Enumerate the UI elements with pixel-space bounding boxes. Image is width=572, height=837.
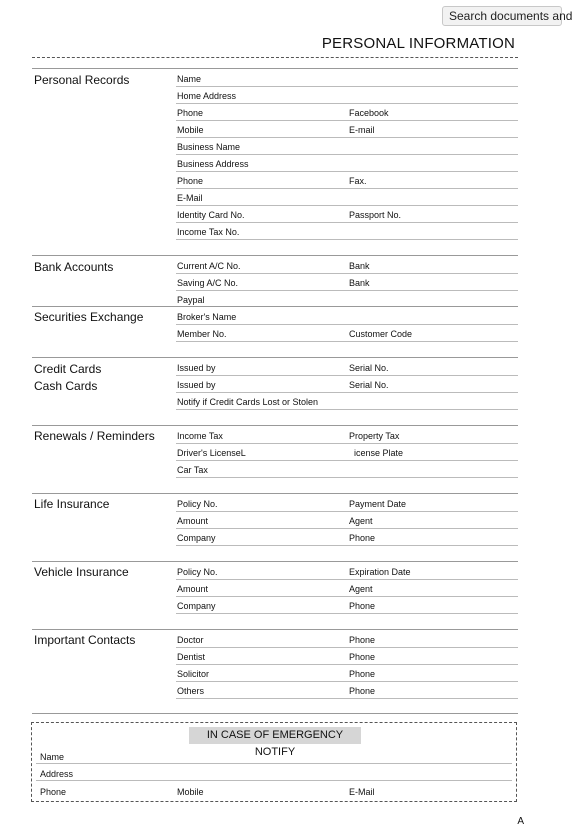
title-divider — [32, 57, 518, 58]
field-member-no-label: Member No. — [177, 329, 227, 339]
section-securities-exchange: Securities Exchange — [34, 310, 144, 324]
section-rule — [32, 493, 518, 494]
search-documents-field[interactable]: Search documents and — [442, 6, 562, 26]
emergency-title: IN CASE OF EMERGENCY NOTIFY — [189, 727, 361, 744]
field-payment-date-label: Payment Date — [349, 499, 407, 509]
field-issued-by-label: Issued by — [177, 363, 216, 373]
section-rule — [32, 713, 518, 714]
field-notify-lost-label: Notify if Credit Cards Lost or Stolen — [177, 397, 319, 407]
field-doctor-label: Doctor — [177, 635, 204, 645]
field-home-address-label: Home Address — [177, 91, 237, 101]
field-bank-label: Bank — [349, 261, 370, 271]
field-line — [176, 596, 518, 597]
field-identity-card-label: Identity Card No. — [177, 210, 245, 220]
field-line — [176, 341, 518, 342]
section-life-insurance: Life Insurance — [34, 497, 110, 511]
field-phone-label: Phone — [349, 601, 376, 611]
field-line — [36, 763, 512, 764]
emergency-email-label: E-Mail — [349, 787, 375, 797]
field-current-ac-label: Current A/C No. — [177, 261, 241, 271]
emergency-address-label: Address — [40, 769, 74, 779]
field-line — [176, 154, 518, 155]
field-business-email-label: E-Mail — [177, 193, 203, 203]
field-brokers-name-label: Broker's Name — [177, 312, 237, 322]
field-solicitor-label: Solicitor — [177, 669, 210, 679]
field-license-plate-label: icense Plate — [354, 448, 404, 458]
field-line — [176, 409, 518, 410]
field-expiration-date-label: Expiration Date — [349, 567, 411, 577]
field-line — [176, 375, 518, 376]
field-line — [176, 137, 518, 138]
field-drivers-license-label: Driver's LicenseL — [177, 448, 246, 458]
section-credit-cards: Credit Cards — [34, 362, 102, 376]
field-business-phone-label: Phone — [177, 176, 204, 186]
field-line — [176, 477, 518, 478]
section-rule — [32, 68, 518, 69]
field-fax-label: Fax. — [349, 176, 367, 186]
section-rule — [32, 255, 518, 256]
field-paypal-label: Paypal — [177, 295, 205, 305]
emergency-name-label: Name — [40, 752, 65, 762]
field-business-name-label: Business Name — [177, 142, 241, 152]
field-line — [176, 528, 518, 529]
field-line — [176, 222, 518, 223]
field-saving-ac-label: Saving A/C No. — [177, 278, 239, 288]
field-phone-label: Phone — [349, 635, 376, 645]
field-email-label: E-mail — [349, 125, 375, 135]
field-line — [176, 324, 518, 325]
section-rule — [32, 425, 518, 426]
field-amount-label: Amount — [177, 584, 209, 594]
field-amount-label: Amount — [177, 516, 209, 526]
field-phone-label: Phone — [349, 669, 376, 679]
emergency-mobile-label: Mobile — [177, 787, 204, 797]
field-others-label: Others — [177, 686, 205, 696]
section-renewals-reminders: Renewals / Reminders — [34, 429, 155, 443]
field-phone-label: Phone — [349, 533, 376, 543]
field-mobile-label: Mobile — [177, 125, 204, 135]
field-line — [176, 171, 518, 172]
field-line — [176, 188, 518, 189]
field-issued-by-label: Issued by — [177, 380, 216, 390]
field-phone-label: Phone — [349, 686, 376, 696]
field-line — [176, 545, 518, 546]
field-line — [176, 392, 518, 393]
field-line — [176, 460, 518, 461]
field-line — [176, 443, 518, 444]
field-line — [176, 273, 518, 274]
field-property-tax-label: Property Tax — [349, 431, 400, 441]
field-facebook-label: Facebook — [349, 108, 389, 118]
field-car-tax-label: Car Tax — [177, 465, 208, 475]
field-line — [176, 664, 518, 665]
emergency-phone-label: Phone — [40, 787, 67, 797]
section-rule — [32, 306, 518, 307]
section-rule — [32, 561, 518, 562]
section-cash-cards: Cash Cards — [34, 379, 98, 393]
field-line — [36, 780, 512, 781]
field-income-tax-label: Income Tax — [177, 431, 223, 441]
field-line — [176, 103, 518, 104]
field-agent-label: Agent — [349, 584, 373, 594]
field-line — [176, 239, 518, 240]
field-policy-no-label: Policy No. — [177, 499, 218, 509]
section-personal-records: Personal Records — [34, 73, 130, 87]
field-line — [176, 205, 518, 206]
field-income-tax-no-label: Income Tax No. — [177, 227, 240, 237]
field-serial-no-label: Serial No. — [349, 363, 389, 373]
section-vehicle-insurance: Vehicle Insurance — [34, 565, 129, 579]
page-title: PERSONAL INFORMATION — [321, 35, 515, 52]
field-line — [176, 290, 518, 291]
field-line — [176, 681, 518, 682]
field-serial-no-label: Serial No. — [349, 380, 389, 390]
field-company-label: Company — [177, 601, 216, 611]
field-policy-no-label: Policy No. — [177, 567, 218, 577]
field-line — [176, 647, 518, 648]
field-passport-label: Passport No. — [349, 210, 402, 220]
page-letter: A — [517, 816, 524, 827]
field-bank-label: Bank — [349, 278, 370, 288]
field-name-label: Name — [177, 74, 202, 84]
field-phone-label: Phone — [177, 108, 204, 118]
field-line — [176, 120, 518, 121]
field-business-address-label: Business Address — [177, 159, 249, 169]
field-agent-label: Agent — [349, 516, 373, 526]
field-company-label: Company — [177, 533, 216, 543]
field-line — [176, 698, 518, 699]
field-phone-label: Phone — [349, 652, 376, 662]
field-dentist-label: Dentist — [177, 652, 206, 662]
section-bank-accounts: Bank Accounts — [34, 260, 114, 274]
field-line — [176, 579, 518, 580]
field-line — [176, 613, 518, 614]
field-line — [176, 511, 518, 512]
field-customer-code-label: Customer Code — [349, 329, 413, 339]
section-rule — [32, 357, 518, 358]
section-important-contacts: Important Contacts — [34, 633, 136, 647]
section-rule — [32, 629, 518, 630]
field-line — [176, 86, 518, 87]
